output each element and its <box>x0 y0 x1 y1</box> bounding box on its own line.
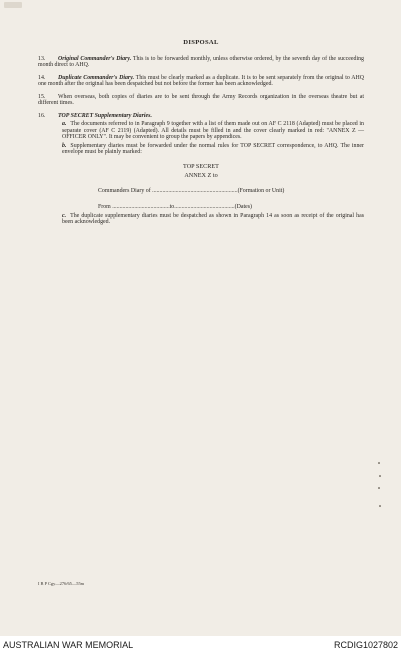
paragraph-14 <box>38 75 364 88</box>
from-to-dates-line: From .......................................to.........................................(Dates) <box>98 204 252 210</box>
subparagraph-text: The documents referred to in Paragraph 9 together with a list of them made out on AF C 2118 (Adapted) must be placed in separate cover (AF C 2119) (Adapted). All details must be filled in and the cover clearly marked in red: "ANNEX Z — OFFICER ONLY". It may be convenient to group the papers by appendices. <box>62 121 364 140</box>
subparagraph-c <box>38 213 364 226</box>
archive-footer <box>0 636 401 654</box>
commanders-diary-line: Commanders Diary of ..........................................................(Formation or Unit) <box>98 187 285 194</box>
margin-dot <box>379 505 381 507</box>
paragraph-15 <box>38 94 364 107</box>
paragraph-text: When overseas, both copies of diaries are to be sent through the Army Records organization in the overseas theatre but at different times. <box>38 93 364 106</box>
margin-dot <box>379 475 381 477</box>
paragraph-16 <box>38 113 364 120</box>
paragraph-text: This must be clearly marked as a duplicate. It is to be sent separately from the original to AHQ one month after the original has been despatched but not before the former has been acknowledged. <box>38 74 364 87</box>
subparagraph-text: Supplementary diaries must be forwarded under the normal rules for TOP SECRET correspondence, to AHQ. The inner envelope must be plainly marked: <box>62 142 364 155</box>
paragraph-number: 14. <box>38 74 46 81</box>
subparagraph-text: The duplicate supplementary diaries must be despatched as shown in Paragraph 14 as soon as receipt of the original has been acknowledged. <box>62 212 364 225</box>
paragraph-heading: Original Commander's Diary. <box>58 55 132 62</box>
envelope-top-secret: TOP SECRET <box>183 162 219 170</box>
paragraph-heading: Duplicate Commander's Diary. <box>58 74 135 81</box>
document-body <box>38 40 364 228</box>
archive-name: AUSTRALIAN WAR MEMORIAL <box>3 640 134 650</box>
subparagraph-label: a. <box>62 121 67 127</box>
margin-dot <box>378 462 380 464</box>
envelope-annex-z: ANNEX Z to <box>184 171 218 179</box>
margin-dot <box>378 487 380 489</box>
subparagraph-b <box>38 143 364 156</box>
paragraph-text: This is to be forwarded monthly, unless otherwise ordered, by the seventh day of the succeeding month direct to AHQ. <box>38 55 364 68</box>
printer-imprint: I B P Cgy—276/65—55m <box>38 581 85 586</box>
page-corner-mark <box>4 2 22 8</box>
subparagraph-label: b. <box>62 142 67 149</box>
paragraph-heading: TOP SECRET Supplementary Diaries. <box>58 112 152 119</box>
section-heading: DISPOSAL <box>183 39 219 46</box>
paragraph-13 <box>38 56 364 69</box>
subparagraph-label: c. <box>62 212 67 219</box>
subparagraph-a <box>38 121 364 141</box>
archive-id: RCDIG1027802 <box>333 640 398 650</box>
paragraph-number: 15. <box>38 93 46 100</box>
paragraph-number: 16. <box>38 112 46 119</box>
paragraph-number: 13. <box>38 55 46 62</box>
